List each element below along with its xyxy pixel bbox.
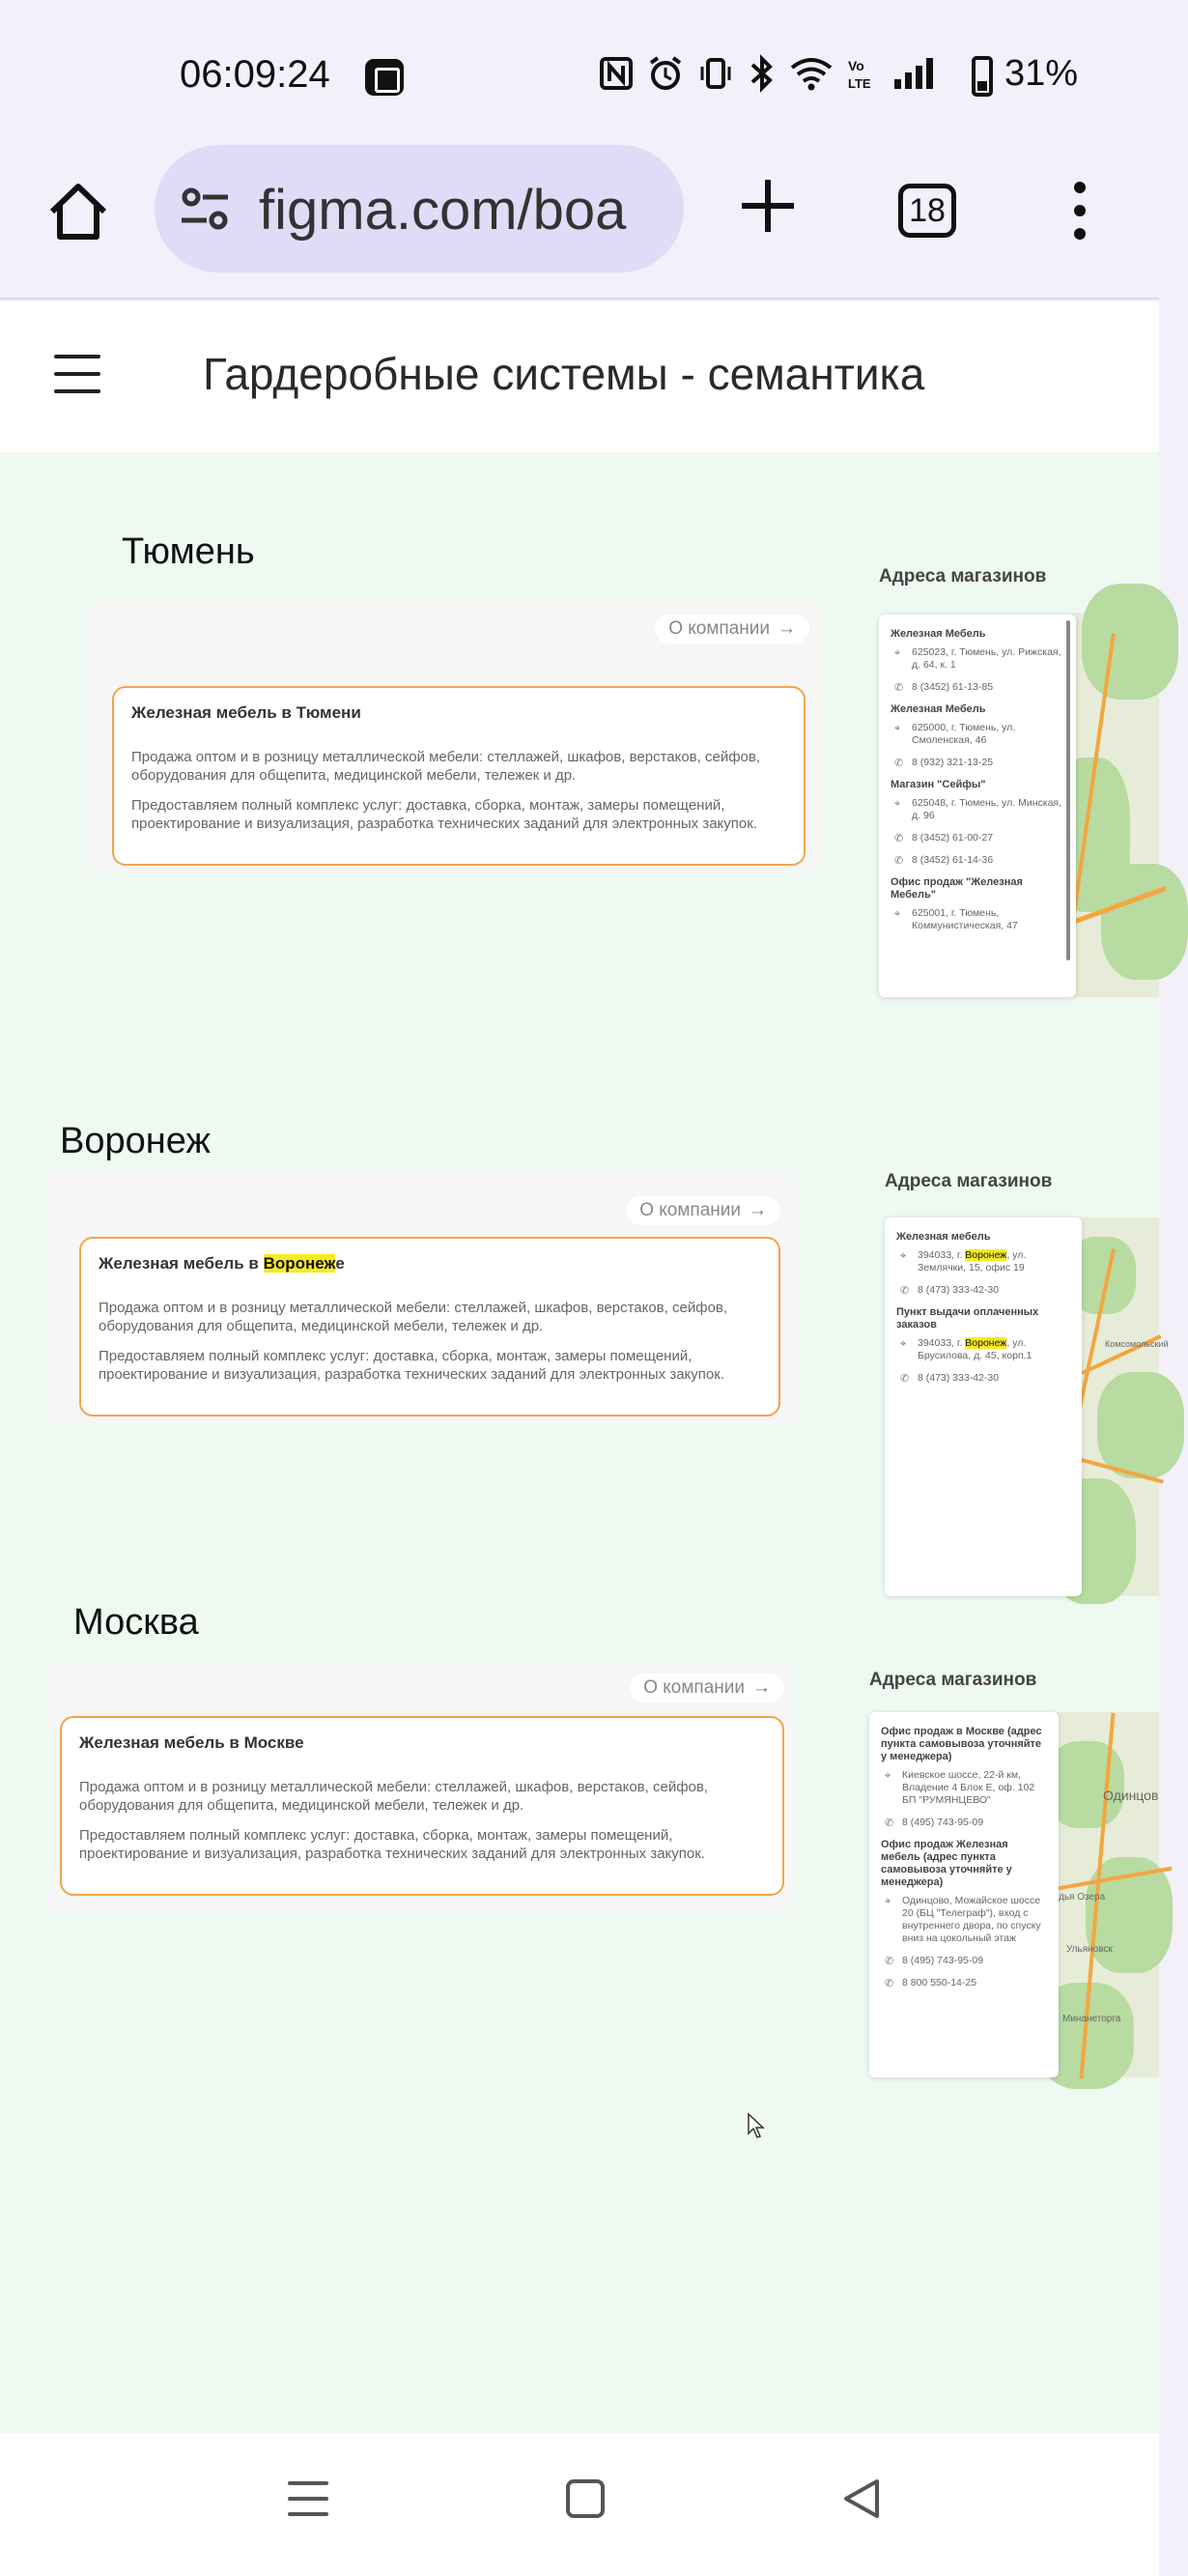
- phone-text: 8 (3452) 61-14-36: [912, 854, 994, 866]
- bluetooth-icon: [748, 54, 777, 93]
- pin-icon: ⌖: [894, 647, 901, 659]
- card-paragraph-2: Предоставляем полный комплекс услуг: доставка, сборка, монтаж, замеры помещений, проектирование и визуализация, разработка технических заданий для электронных закупок.: [79, 1827, 705, 1862]
- pin-icon: ⌖: [894, 908, 901, 920]
- company-card: [79, 1237, 780, 1417]
- nfc-icon: [599, 56, 634, 91]
- map-label: Ульяновск: [1066, 1944, 1113, 1955]
- status-icons: [599, 54, 935, 93]
- shop-phone: [881, 1977, 1047, 1989]
- phone-text: 8 (3452) 61-13-85: [912, 681, 994, 693]
- phone-text: 8 (495) 743-95-09: [902, 1817, 984, 1828]
- home-button-icon[interactable]: [566, 2479, 605, 2518]
- shop-name: Железная Мебель: [891, 628, 986, 640]
- company-frame-tyumen[interactable]: [89, 603, 819, 873]
- city-heading-voronezh: Воронеж: [60, 1121, 211, 1161]
- figma-canvas[interactable]: [0, 452, 1169, 2433]
- about-link-label: О компании: [668, 618, 770, 639]
- pin-icon: ⌖: [885, 1896, 891, 1907]
- company-card: [60, 1716, 784, 1896]
- pin-icon: ⌖: [900, 1338, 907, 1350]
- status-time: 06:09:24: [180, 53, 330, 96]
- addresses-heading: Адреса магазинов: [869, 1670, 1037, 1690]
- browser-toolbar: [0, 145, 1159, 300]
- map-tyumen[interactable]: [1072, 613, 1159, 997]
- pin-icon: ⌖: [894, 798, 901, 810]
- address-text: 625000, г. Тюмень, ул. Смоленская, 46: [912, 722, 1016, 746]
- phone-icon: ✆: [900, 1285, 910, 1297]
- phone-text: 8 (3452) 61-00-27: [912, 832, 994, 844]
- tab-switcher-button[interactable]: 18: [898, 184, 956, 238]
- card-paragraph-1: Продажа оптом и в розницу металлической мебели: стеллажей, шкафов, верстаков, сейфов, оборудования для общепита, медицинской мебели, тележек и др.: [79, 1779, 709, 1814]
- pin-icon: ⌖: [900, 1250, 907, 1262]
- highlighted-text: Воронеж: [263, 1254, 336, 1273]
- battery-percentage: 31%: [1004, 53, 1079, 94]
- map-voronezh[interactable]: [1078, 1217, 1169, 1596]
- pin-icon: ⌖: [885, 1770, 891, 1782]
- shop-name: Пункт выдачи оплаченных заказов: [896, 1306, 1039, 1331]
- map-label: дья Озера: [1059, 1892, 1106, 1903]
- phone-text: 8 (473) 333-42-30: [918, 1372, 1000, 1384]
- pin-icon: ⌖: [894, 723, 901, 734]
- home-icon[interactable]: [44, 179, 112, 246]
- phone-icon: ✆: [894, 855, 904, 867]
- about-link-label: О компании: [643, 1677, 745, 1698]
- shop-phone: [891, 832, 1064, 844]
- address-text: Киевское шоссе, 22-й км, Владение 4 Блок Е, оф. 102 БП "РУМЯНЦЕВО": [902, 1769, 1035, 1806]
- phone-icon: ✆: [885, 1956, 894, 1967]
- company-card: [112, 686, 806, 866]
- recent-apps-icon[interactable]: [288, 2479, 328, 2518]
- shop-name: Магазин "Сейфы": [891, 779, 986, 790]
- file-title: Гардеробные системы - семантика: [203, 349, 925, 399]
- addresses-heading: Адреса магазинов: [879, 566, 1047, 587]
- phone-icon: ✆: [885, 1978, 894, 1989]
- phone-icon: ✆: [900, 1373, 910, 1385]
- address-text: 394033, г.: [918, 1337, 966, 1349]
- addresses-list-voronezh[interactable]: [885, 1217, 1082, 1596]
- addresses-list-tyumen[interactable]: [879, 615, 1076, 997]
- volte-icon: [846, 56, 879, 91]
- shop-phone: [896, 1372, 1070, 1385]
- highlighted-text: Воронеж: [965, 1249, 1007, 1261]
- more-menu-icon[interactable]: [1068, 180, 1091, 242]
- highlighted-text: Воронеж: [965, 1337, 1007, 1349]
- phone-text: 8 (473) 333-42-30: [918, 1284, 1000, 1296]
- shop-address: [881, 1895, 1047, 1945]
- card-title-text: Железная мебель в: [99, 1254, 264, 1273]
- address-bar[interactable]: [155, 145, 684, 272]
- phone-icon: ✆: [894, 758, 904, 769]
- shop-phone: [891, 681, 1064, 694]
- scrollbar[interactable]: [1066, 620, 1070, 960]
- shop-address: [891, 797, 1064, 822]
- about-link[interactable]: [655, 615, 809, 644]
- shop-phone: [896, 1284, 1070, 1297]
- card-paragraph-2: Предоставляем полный комплекс услуг: доставка, сборка, монтаж, замеры помещений, проектирование и визуализация, разработка технических заданий для электронных закупок.: [99, 1348, 724, 1383]
- addresses-list-moscow[interactable]: [869, 1712, 1059, 2077]
- svg-text:LTE: LTE: [848, 76, 871, 91]
- card-paragraph-1: Продажа оптом и в розницу металлической мебели: стеллажей, шкафов, верстаков, сейфов, оборудования для общепита, медицинской мебели, тележек и др.: [99, 1300, 728, 1334]
- address-text: , ул. Брусилова, д. 45, корп.1: [918, 1337, 1032, 1361]
- battery-icon: [972, 56, 993, 97]
- status-bar: [0, 0, 1159, 145]
- card-paragraph-1: Продажа оптом и в розницу металлической мебели: стеллажей, шкафов, верстаков, сейфов, оборудования для общепита, медицинской мебели, тележек и др.: [131, 749, 761, 784]
- phone-text: 8 (932) 321-13-25: [912, 757, 994, 768]
- phone-icon: ✆: [894, 833, 904, 844]
- card-title: Железная мебель в Тюмени: [131, 703, 361, 722]
- signal-icon: [892, 56, 935, 91]
- card-title: Железная мебель в Москве: [79, 1733, 304, 1752]
- map-moscow[interactable]: [1057, 1712, 1159, 2077]
- url-text[interactable]: figma.com/boa: [259, 179, 627, 242]
- figma-header: [0, 301, 1159, 452]
- vibrate-icon: [697, 55, 734, 92]
- map-label: Комсомольский: [1105, 1339, 1169, 1349]
- shop-name: Железная мебель: [896, 1231, 991, 1243]
- address-text: 625048, г. Тюмень, ул. Минская, д. 96: [912, 797, 1062, 821]
- alarm-icon: [647, 55, 684, 92]
- company-frame-voronezh[interactable]: [44, 1171, 798, 1424]
- card-paragraph-2: Предоставляем полный комплекс услуг: доставка, сборка, монтаж, замеры помещений, проектирование и визуализация, разработка технических заданий для электронных закупок.: [131, 797, 757, 832]
- addresses-heading: Адреса магазинов: [885, 1171, 1053, 1191]
- address-text: Одинцово, Можайское шоссе 20 (БЦ "Телеграф"), вход с внутреннего двора, по спуску вниз на цокольный этаж: [902, 1895, 1041, 1944]
- address-text: 625023, г. Тюмень, ул. Рижская, д. 64, к. 1: [912, 646, 1061, 671]
- shop-address: [896, 1249, 1070, 1274]
- map-label: Минанеторга: [1062, 2014, 1121, 2024]
- shop-address: [891, 646, 1064, 672]
- svg-text:Vo: Vo: [848, 58, 864, 73]
- phone-icon: ✆: [894, 682, 904, 694]
- shop-phone: [881, 1955, 1047, 1967]
- arrow-right-icon: →: [752, 1677, 771, 1698]
- system-nav-bar: [0, 2433, 1159, 2576]
- about-link[interactable]: [626, 1196, 780, 1225]
- about-link-label: О компании: [639, 1200, 741, 1220]
- shop-phone: [891, 757, 1064, 769]
- new-tab-icon[interactable]: [736, 174, 800, 238]
- card-title: [99, 1254, 761, 1274]
- phone-text: 8 800 550-14-25: [902, 1977, 977, 1989]
- wifi-icon: [790, 56, 833, 91]
- arrow-right-icon: →: [749, 1200, 767, 1220]
- address-text: 394033, г.: [918, 1249, 966, 1261]
- shop-address: [881, 1769, 1047, 1807]
- back-icon[interactable]: [840, 2477, 883, 2520]
- card-title-text: е: [335, 1254, 345, 1273]
- shop-address: [891, 722, 1064, 747]
- shop-name: Офис продаж в Москве (адрес пункта самовывоза уточняйте у менеджера): [881, 1726, 1042, 1762]
- shop-phone: [891, 854, 1064, 867]
- mouse-cursor-icon: [747, 2112, 766, 2139]
- phone-text: 8 (495) 743-95-09: [902, 1955, 984, 1966]
- shop-address: [896, 1337, 1070, 1362]
- phone-icon: ✆: [885, 1818, 894, 1829]
- shop-address: [891, 907, 1064, 932]
- shop-name: Железная Мебель: [891, 703, 986, 715]
- map-label: Одинцов: [1103, 1788, 1159, 1803]
- hamburger-menu-icon[interactable]: [54, 355, 102, 393]
- shop-name: Офис продаж Железная мебель (адрес пункта самовывоза уточняйте у менеджера): [881, 1839, 1012, 1888]
- shop-name: Офис продаж "Железная Мебель": [891, 876, 1023, 901]
- site-settings-icon[interactable]: [180, 184, 230, 234]
- app-notification-icon: [365, 59, 404, 96]
- arrow-right-icon: →: [778, 618, 796, 639]
- city-heading-tyumen: Тюмень: [122, 531, 255, 572]
- company-frame-moscow[interactable]: [44, 1662, 794, 1911]
- city-heading-moscow: Москва: [73, 1602, 199, 1643]
- shop-phone: [881, 1817, 1047, 1829]
- about-link[interactable]: [630, 1674, 784, 1703]
- address-text: , ул. Землячки, 15, офис 19: [918, 1249, 1027, 1274]
- address-text: 625001, г. Тюмень, Коммунистическая, 47: [912, 907, 1018, 931]
